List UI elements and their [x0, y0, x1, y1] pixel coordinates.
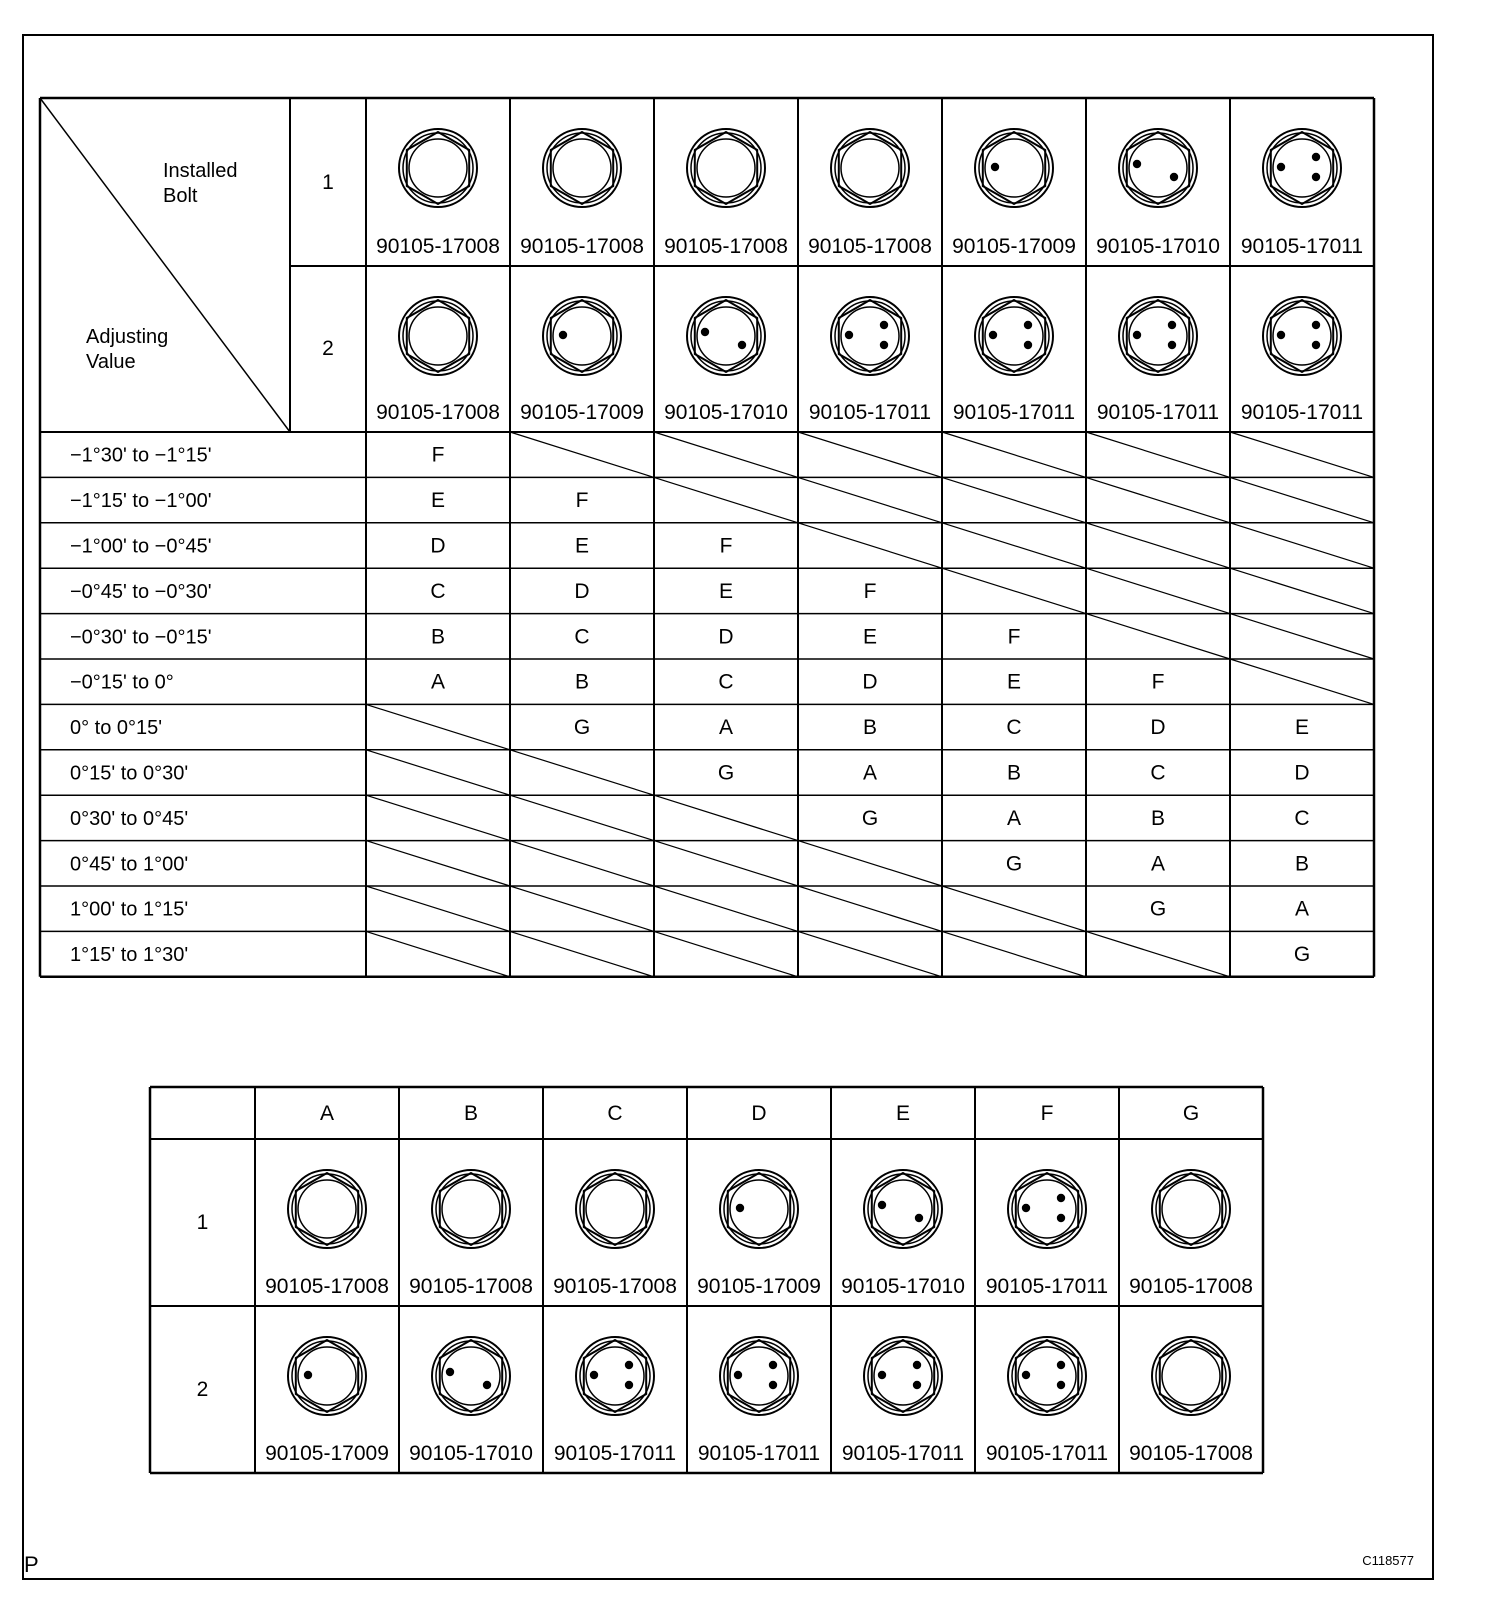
part-number: 90105-17011 [985, 1275, 1109, 1298]
combination-letter: B [1294, 852, 1310, 876]
bolt-head-icon [1008, 1337, 1086, 1415]
combination-letter: F [863, 579, 877, 603]
mark-dot [913, 1381, 921, 1389]
bolt-head-icon [1119, 297, 1197, 375]
bolt-head-icon [432, 1170, 510, 1248]
bolt-head-icon [864, 1170, 942, 1248]
part-number: 90105-17011 [1096, 401, 1220, 424]
mark-dot [878, 1371, 886, 1379]
combination-letter: G [1005, 852, 1023, 876]
not-applicable-slash [510, 886, 654, 931]
part-number: 90105-17009 [265, 1442, 389, 1465]
bolt-flange-outer [432, 1170, 510, 1248]
bolt-head-icon [687, 297, 765, 375]
bolt-head-icon [288, 1337, 366, 1415]
mark-dot [736, 1204, 744, 1212]
adjust-range-label: −0°30' to −0°15' [70, 626, 212, 649]
bolt-head-icon [1152, 1337, 1230, 1415]
corner-diagonal [40, 98, 290, 432]
column-letter: G [1182, 1102, 1200, 1125]
bolt-flange-outer [1152, 1170, 1230, 1248]
column-letter: B [463, 1102, 479, 1125]
column-letter: A [319, 1102, 335, 1125]
bolt-head-icon [543, 129, 621, 207]
adjust-range-label: 0°15' to 0°30' [70, 762, 189, 785]
part-number: 90105-17010 [664, 401, 788, 424]
not-applicable-slash [510, 432, 654, 477]
part-number: 90105-17008 [664, 235, 788, 258]
not-applicable-slash [798, 477, 942, 522]
mark-dot [738, 341, 746, 349]
not-applicable-slash [1230, 614, 1374, 659]
combination-letter: G [861, 806, 879, 830]
part-number: 90105-17011 [553, 1442, 677, 1465]
bolt-flange-outer [720, 1337, 798, 1415]
part-number: 90105-17009 [697, 1275, 821, 1298]
combination-letter: C [1150, 761, 1166, 785]
combination-letter: B [862, 716, 878, 740]
not-applicable-slash [1230, 477, 1374, 522]
combination-letter: C [1006, 716, 1022, 740]
adjust-range-label: 1°00' to 1°15' [70, 898, 189, 921]
bolt-flange-outer [864, 1170, 942, 1248]
bolt-head-icon [576, 1170, 654, 1248]
part-number: 90105-17011 [1240, 401, 1364, 424]
combination-letter: E [718, 579, 734, 603]
part-number: 90105-17011 [985, 1442, 1109, 1465]
not-applicable-slash [942, 477, 1086, 522]
adjust-range-label: −1°15' to −1°00' [70, 490, 212, 513]
part-number: 90105-17011 [952, 401, 1076, 424]
adjust-range-label: −0°45' to −0°30' [70, 580, 212, 603]
not-applicable-slash [1086, 432, 1230, 477]
mark-dot [1277, 331, 1285, 339]
combination-letter: F [431, 443, 445, 467]
corner-label-installed: Installed [163, 160, 238, 182]
corner-mark: P [24, 1552, 39, 1577]
mark-dot [1312, 173, 1320, 181]
bolt-flange-outer [1263, 297, 1341, 375]
not-applicable-slash [798, 931, 942, 976]
combination-letter: B [430, 625, 446, 649]
mark-dot [1312, 341, 1320, 349]
mark-dot [1022, 1371, 1030, 1379]
mark-dot [1168, 341, 1176, 349]
part-number: 90105-17008 [1129, 1442, 1253, 1465]
combination-letter: C [1294, 806, 1310, 830]
mark-dot [701, 328, 709, 336]
corner-label-adjusting: Adjusting [86, 326, 169, 348]
combination-letter: D [718, 625, 734, 649]
combination-letter: G [717, 761, 735, 785]
corner-label-bolt: Bolt [163, 185, 198, 207]
combination-letter: C [574, 625, 590, 649]
not-applicable-slash [942, 931, 1086, 976]
bolt-head-icon [1263, 129, 1341, 207]
row-label-1: 1 [322, 171, 334, 194]
not-applicable-slash [366, 795, 510, 840]
bolt-head-icon [687, 129, 765, 207]
not-applicable-slash [1230, 568, 1374, 613]
mark-dot [991, 163, 999, 171]
part-number: 90105-17010 [841, 1275, 965, 1298]
bolt-flange-outer [1119, 297, 1197, 375]
not-applicable-slash [366, 750, 510, 795]
not-applicable-slash [942, 568, 1086, 613]
row-label-2: 2 [322, 337, 334, 360]
combination-letter: E [574, 534, 590, 558]
mark-dot [1312, 321, 1320, 329]
bolt-head-icon [831, 297, 909, 375]
mark-dot [1057, 1381, 1065, 1389]
part-number: 90105-17010 [409, 1442, 533, 1465]
combination-letter: E [430, 489, 446, 513]
combination-letter: E [862, 625, 878, 649]
part-number: 90105-17008 [520, 235, 644, 258]
part-number: 90105-17008 [553, 1275, 677, 1298]
combination-letter: D [1150, 716, 1166, 740]
part-number: 90105-17009 [952, 235, 1076, 258]
not-applicable-slash [942, 432, 1086, 477]
not-applicable-slash [798, 523, 942, 568]
not-applicable-slash [510, 841, 654, 886]
not-applicable-slash [654, 886, 798, 931]
combination-letter: C [430, 579, 446, 603]
combination-letter: F [575, 489, 589, 513]
bolt-combination-table [150, 1087, 1263, 1473]
bolt-head-icon [543, 297, 621, 375]
mark-dot [1057, 1214, 1065, 1222]
bolt-flange-outer [543, 297, 621, 375]
adjusting-value-table [40, 98, 1374, 977]
not-applicable-slash [798, 886, 942, 931]
column-letter: C [607, 1102, 623, 1125]
combination-letter: D [1294, 761, 1310, 785]
figure-id: C118577 [1362, 1553, 1414, 1568]
not-applicable-slash [366, 841, 510, 886]
part-number: 90105-17010 [1096, 235, 1220, 258]
mark-dot [446, 1368, 454, 1376]
bolt-head-icon [975, 129, 1053, 207]
bolt-head-icon [1263, 297, 1341, 375]
adjust-range-label: −1°30' to −1°15' [70, 444, 212, 467]
combination-letter: B [1006, 761, 1022, 785]
not-applicable-slash [1086, 614, 1230, 659]
combination-letter: E [1294, 716, 1310, 740]
mark-dot [590, 1371, 598, 1379]
bolt-flange-outer [1008, 1170, 1086, 1248]
part-number: 90105-17008 [409, 1275, 533, 1298]
bolt-flange-outer [288, 1170, 366, 1248]
combination-letter: A [430, 670, 446, 694]
mark-dot [483, 1381, 491, 1389]
combination-letter: F [1151, 670, 1165, 694]
not-applicable-slash [654, 477, 798, 522]
not-applicable-slash [1230, 659, 1374, 704]
bolt-flange-outer [864, 1337, 942, 1415]
adjust-range-label: 0° to 0°15' [70, 717, 163, 740]
combination-letter: C [718, 670, 734, 694]
combination-letter: D [574, 579, 590, 603]
not-applicable-slash [1230, 523, 1374, 568]
bolt-flange-outer [399, 129, 477, 207]
mark-dot [878, 1201, 886, 1209]
not-applicable-slash [798, 432, 942, 477]
combination-letter: D [862, 670, 878, 694]
bolt-flange-outer [576, 1170, 654, 1248]
adjust-range-label: −1°00' to −0°45' [70, 535, 212, 558]
bolt-head-icon [399, 297, 477, 375]
mark-dot [1057, 1361, 1065, 1369]
bolt-head-icon [720, 1337, 798, 1415]
part-number: 90105-17011 [808, 401, 932, 424]
combination-letter: A [862, 761, 878, 785]
not-applicable-slash [1086, 523, 1230, 568]
adjust-range-label: 0°45' to 1°00' [70, 853, 189, 876]
not-applicable-slash [942, 523, 1086, 568]
part-number: 90105-17011 [1240, 235, 1364, 258]
bolt-head-icon [975, 297, 1053, 375]
part-number: 90105-17009 [520, 401, 644, 424]
not-applicable-slash [654, 795, 798, 840]
bolt-flange-outer [687, 297, 765, 375]
mark-dot [845, 331, 853, 339]
combination-letter: G [573, 716, 591, 740]
not-applicable-slash [654, 841, 798, 886]
bolt-flange-outer [1008, 1337, 1086, 1415]
mark-dot [769, 1361, 777, 1369]
not-applicable-slash [1230, 432, 1374, 477]
mark-dot [625, 1381, 633, 1389]
mark-dot [1277, 163, 1285, 171]
bolt-flange-outer [1152, 1337, 1230, 1415]
mark-dot [734, 1371, 742, 1379]
part-number: 90105-17008 [808, 235, 932, 258]
mark-dot [1133, 160, 1141, 168]
bolt-flange-outer [687, 129, 765, 207]
not-applicable-slash [942, 886, 1086, 931]
mark-dot [989, 331, 997, 339]
adjust-range-label: 1°15' to 1°30' [70, 944, 189, 967]
not-applicable-slash [654, 432, 798, 477]
bolt-flange-outer [831, 297, 909, 375]
column-letter: D [751, 1102, 767, 1125]
bolt-flange-outer [576, 1337, 654, 1415]
bolt-flange-outer [1263, 129, 1341, 207]
not-applicable-slash [1086, 477, 1230, 522]
adjust-range-label: −0°15' to 0° [70, 671, 174, 694]
combination-letter: B [574, 670, 590, 694]
mark-dot [304, 1371, 312, 1379]
not-applicable-slash [1086, 568, 1230, 613]
mark-dot [913, 1361, 921, 1369]
mark-dot [1133, 331, 1141, 339]
bolt-flange-outer [432, 1337, 510, 1415]
not-applicable-slash [510, 795, 654, 840]
bolt-head-icon [720, 1170, 798, 1248]
mark-dot [769, 1381, 777, 1389]
combination-letter: A [1294, 897, 1310, 921]
part-number: 90105-17008 [1129, 1275, 1253, 1298]
combination-letter: G [1293, 943, 1311, 967]
mark-dot [1024, 321, 1032, 329]
bolt-head-icon [576, 1337, 654, 1415]
mark-dot [1024, 341, 1032, 349]
combination-letter: A [718, 716, 734, 740]
combination-letter: E [1006, 670, 1022, 694]
not-applicable-slash [510, 931, 654, 976]
combination-letter: F [1007, 625, 1021, 649]
bolt-flange-outer [975, 129, 1053, 207]
not-applicable-slash [510, 750, 654, 795]
row-label-2: 2 [196, 1378, 209, 1401]
bolt-flange-outer [399, 297, 477, 375]
bolt-head-icon [1008, 1170, 1086, 1248]
part-number: 90105-17011 [697, 1442, 821, 1465]
not-applicable-slash [366, 704, 510, 749]
combination-letter: B [1150, 806, 1166, 830]
not-applicable-slash [798, 841, 942, 886]
bolt-flange-outer [831, 129, 909, 207]
bolt-head-icon [288, 1170, 366, 1248]
combination-letter: D [430, 534, 446, 558]
mark-dot [625, 1361, 633, 1369]
bolt-head-icon [1152, 1170, 1230, 1248]
bolt-flange-outer [975, 297, 1053, 375]
mark-dot [1168, 321, 1176, 329]
bolt-head-icon [864, 1337, 942, 1415]
not-applicable-slash [366, 931, 510, 976]
combination-letter: G [1149, 897, 1167, 921]
bolt-head-icon [1119, 129, 1197, 207]
mark-dot [880, 341, 888, 349]
mark-dot [1022, 1204, 1030, 1212]
column-letter: F [1040, 1102, 1054, 1125]
part-number: 90105-17008 [265, 1275, 389, 1298]
bolt-head-icon [432, 1337, 510, 1415]
adjust-range-label: 0°30' to 0°45' [70, 807, 189, 830]
part-number: 90105-17008 [376, 235, 500, 258]
mark-dot [559, 331, 567, 339]
not-applicable-slash [654, 931, 798, 976]
part-number: 90105-17011 [841, 1442, 965, 1465]
bolt-flange-outer [288, 1337, 366, 1415]
mark-dot [1312, 153, 1320, 161]
bolt-head-icon [831, 129, 909, 207]
combination-letter: F [719, 534, 733, 558]
combination-letter: A [1006, 806, 1022, 830]
combination-letter: A [1150, 852, 1166, 876]
bolt-flange-outer [720, 1170, 798, 1248]
mark-dot [1057, 1194, 1065, 1202]
mark-dot [915, 1214, 923, 1222]
not-applicable-slash [1086, 931, 1230, 976]
not-applicable-slash [366, 886, 510, 931]
bolt-head-icon [399, 129, 477, 207]
bolt-flange-outer [1119, 129, 1197, 207]
column-letter: E [895, 1102, 911, 1125]
corner-label-value: Value [86, 351, 136, 373]
mark-dot [1170, 173, 1178, 181]
mark-dot [880, 321, 888, 329]
bolt-flange-outer [543, 129, 621, 207]
row-label-1: 1 [196, 1211, 209, 1234]
part-number: 90105-17008 [376, 401, 500, 424]
